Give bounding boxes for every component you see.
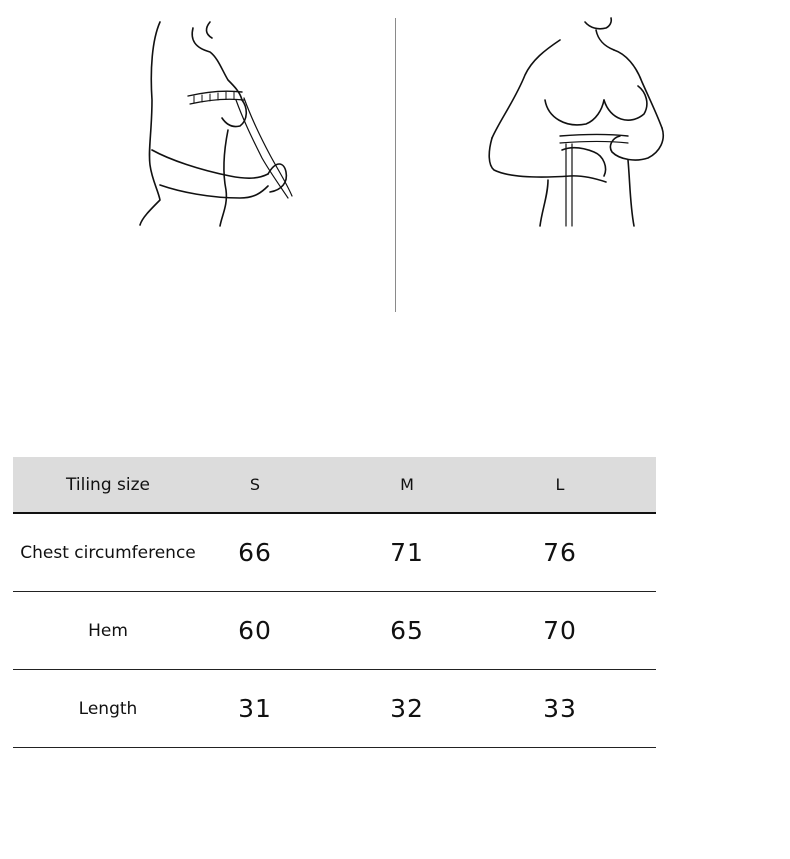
table-header-row xyxy=(13,457,656,514)
row-label-hem: Hem xyxy=(88,620,128,641)
size-m-header: M xyxy=(400,475,414,494)
length-s-value: 31 xyxy=(238,694,272,723)
row-label-length: Length xyxy=(78,698,138,719)
measurement-illustration xyxy=(0,0,790,320)
size-s-header: S xyxy=(249,475,261,494)
chest-m-value: 71 xyxy=(390,538,424,567)
size-l-header: L xyxy=(555,475,565,494)
chest-s-value: 66 xyxy=(238,538,272,567)
measuring-hem-figure xyxy=(489,18,663,226)
chest-l-value: 76 xyxy=(543,538,577,567)
header-label: Tiling size xyxy=(66,474,150,495)
table-row xyxy=(13,592,656,670)
measuring-chest-figure xyxy=(140,22,292,226)
length-m-value: 32 xyxy=(390,694,424,723)
hem-s-value: 60 xyxy=(238,616,272,645)
row-label-chest: Chest circumference xyxy=(20,542,196,563)
hem-l-value: 70 xyxy=(543,616,577,645)
size-chart-table xyxy=(13,457,656,748)
hem-m-value: 65 xyxy=(390,616,424,645)
length-l-value: 33 xyxy=(543,694,577,723)
table-row xyxy=(13,514,656,592)
table-row xyxy=(13,670,656,748)
illustration-divider xyxy=(395,18,396,312)
